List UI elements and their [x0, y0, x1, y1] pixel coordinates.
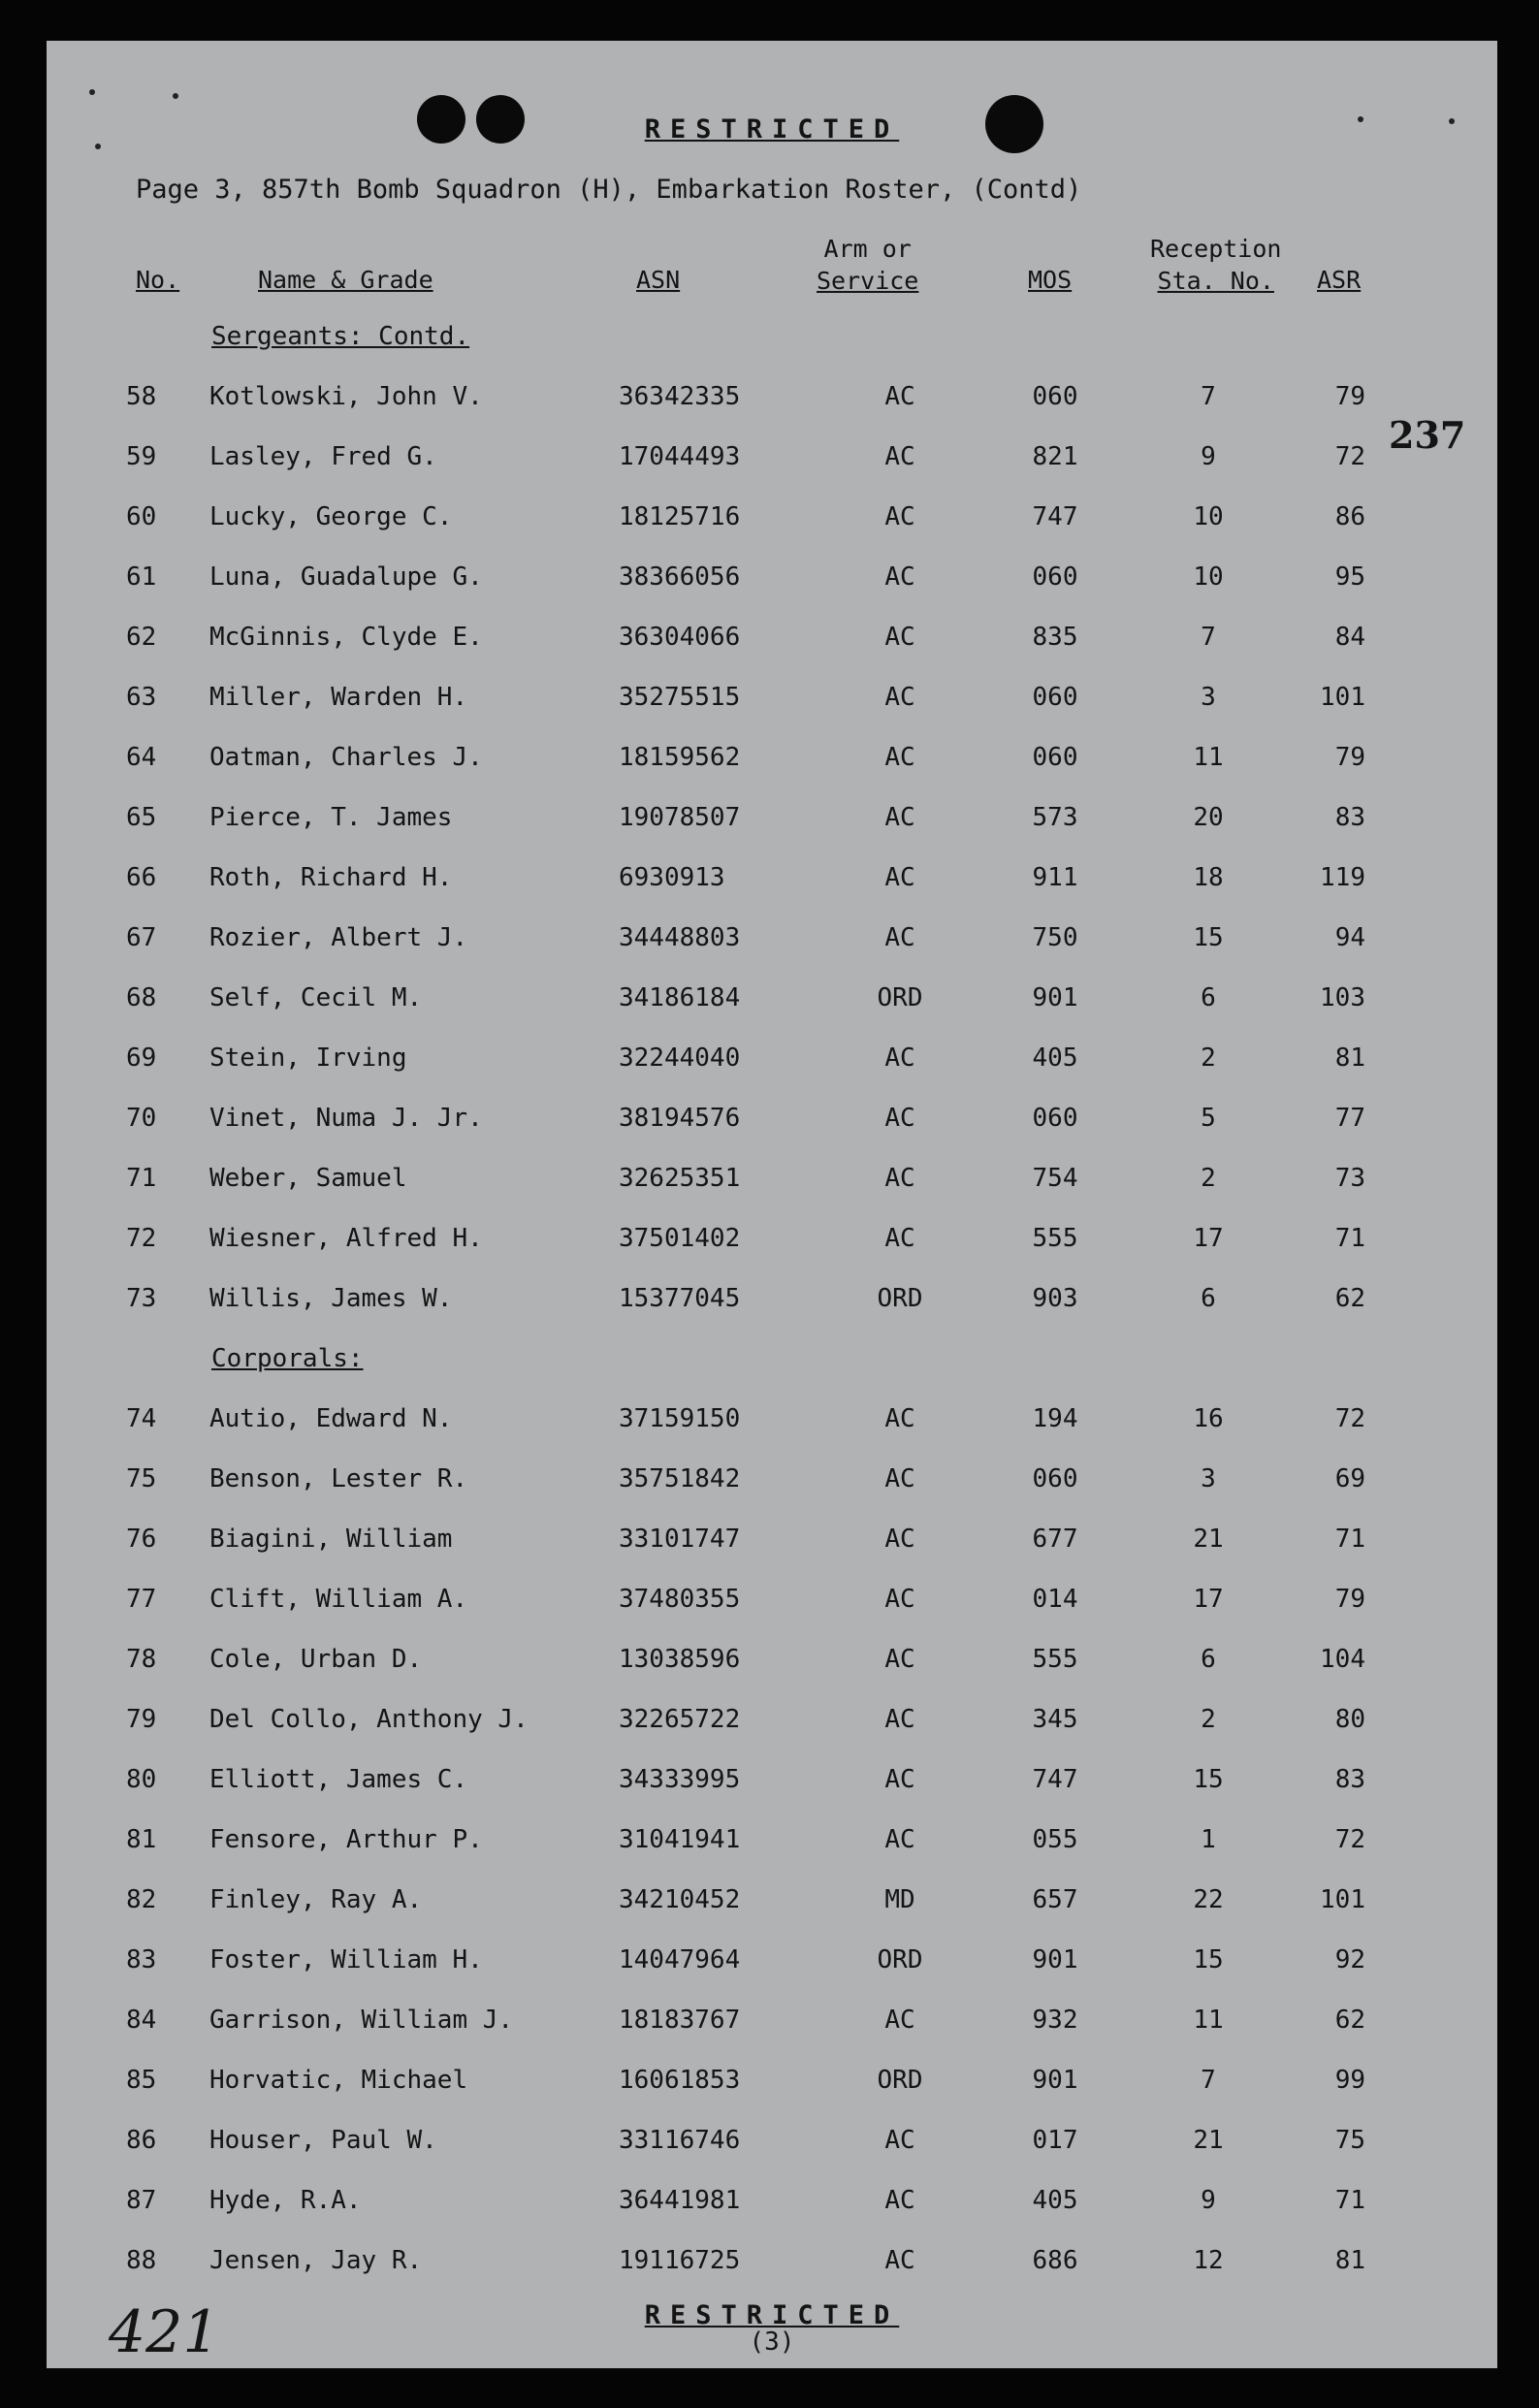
- roster-number-cell: 66: [126, 863, 157, 892]
- mos-cell: 835: [1032, 623, 1078, 652]
- reception-station-cell: 21: [1193, 1525, 1224, 1554]
- roster-number-cell: 84: [126, 2006, 157, 2035]
- asn-cell: 36441981: [619, 2186, 741, 2215]
- table-row: [47, 1043, 1497, 1082]
- roster-number-cell: 76: [126, 1525, 157, 1554]
- mos-cell: 901: [1032, 1945, 1078, 1975]
- roster-number-cell: 80: [126, 1765, 157, 1794]
- arm-service-cell: AC: [884, 2246, 915, 2275]
- arm-service-cell: AC: [884, 502, 915, 531]
- name-grade-cell: Willis, James W.: [209, 1284, 453, 1313]
- reception-station-cell: 17: [1193, 1224, 1224, 1253]
- mos-cell: 060: [1032, 1464, 1078, 1493]
- mos-cell: 055: [1032, 1825, 1078, 1854]
- asr-cell: 72: [1334, 442, 1365, 471]
- col-no-header: No.: [136, 266, 180, 294]
- mos-cell: 017: [1032, 2126, 1078, 2155]
- table-row: [47, 2246, 1497, 2285]
- arm-service-cell: AC: [884, 1825, 915, 1854]
- table-row: [47, 1765, 1497, 1804]
- arm-service-cell: AC: [884, 803, 915, 832]
- mos-cell: 194: [1032, 1404, 1078, 1433]
- roster-number-cell: 71: [126, 1164, 157, 1193]
- asr-cell: 92: [1334, 1945, 1365, 1975]
- mos-cell: 405: [1032, 2186, 1078, 2215]
- roster-number-cell: 63: [126, 683, 157, 712]
- mos-cell: 747: [1032, 1765, 1078, 1794]
- asn-cell: 18125716: [619, 502, 741, 531]
- reception-station-cell: 9: [1201, 442, 1216, 471]
- asn-cell: 35275515: [619, 683, 741, 712]
- col-arm-header: Arm or Service: [817, 235, 919, 295]
- roster-number-cell: 87: [126, 2186, 157, 2215]
- mos-cell: 932: [1032, 2006, 1078, 2035]
- asn-cell: 17044493: [619, 442, 741, 471]
- table-row: [47, 923, 1497, 962]
- col-mos-header: MOS: [1028, 266, 1073, 294]
- col-name-header: Name & Grade: [258, 266, 433, 294]
- table-row: [47, 2186, 1497, 2225]
- arm-service-cell: MD: [884, 1885, 915, 1914]
- mos-cell: 555: [1032, 1645, 1078, 1674]
- asn-cell: 31041941: [619, 1825, 741, 1854]
- asr-cell: 71: [1334, 2186, 1365, 2215]
- table-row: [47, 1404, 1497, 1443]
- name-grade-cell: Vinet, Numa J. Jr.: [209, 1104, 483, 1133]
- asr-cell: 94: [1334, 923, 1365, 952]
- name-grade-cell: Clift, William A.: [209, 1585, 468, 1614]
- mos-cell: 345: [1032, 1705, 1078, 1734]
- roster-number-cell: 61: [126, 562, 157, 592]
- asn-cell: 19116725: [619, 2246, 741, 2275]
- asr-cell: 101: [1320, 1885, 1365, 1914]
- roster-number-cell: 78: [126, 1645, 157, 1674]
- asn-cell: 36304066: [619, 623, 741, 652]
- asr-cell: 99: [1334, 2066, 1365, 2095]
- reception-station-cell: 6: [1201, 983, 1216, 1012]
- asn-cell: 34448803: [619, 923, 741, 952]
- asn-cell: 14047964: [619, 1945, 741, 1975]
- name-grade-cell: Rozier, Albert J.: [209, 923, 468, 952]
- speck: [173, 93, 178, 99]
- asn-cell: 38194576: [619, 1104, 741, 1133]
- reception-station-cell: 15: [1193, 1765, 1224, 1794]
- mos-cell: 405: [1032, 1043, 1078, 1073]
- asr-cell: 72: [1334, 1404, 1365, 1433]
- arm-service-cell: AC: [884, 2006, 915, 2035]
- arm-service-cell: AC: [884, 1645, 915, 1674]
- asr-cell: 75: [1334, 2126, 1365, 2155]
- asn-cell: 15377045: [619, 1284, 741, 1313]
- asn-cell: 6930913: [619, 863, 725, 892]
- asr-cell: 72: [1334, 1825, 1365, 1854]
- asn-cell: 37480355: [619, 1585, 741, 1614]
- asr-cell: 83: [1334, 803, 1365, 832]
- asn-cell: 34210452: [619, 1885, 741, 1914]
- table-row: [47, 1284, 1497, 1323]
- col-asn-header: ASN: [636, 266, 681, 294]
- name-grade-cell: Miller, Warden H.: [209, 683, 468, 712]
- table-row: [47, 1464, 1497, 1503]
- asr-cell: 79: [1334, 743, 1365, 772]
- name-grade-cell: Hyde, R.A.: [209, 2186, 362, 2215]
- arm-service-cell: AC: [884, 1585, 915, 1614]
- asr-cell: 71: [1334, 1224, 1365, 1253]
- asn-cell: 32244040: [619, 1043, 741, 1073]
- arm-service-cell: AC: [884, 442, 915, 471]
- roster-number-cell: 77: [126, 1585, 157, 1614]
- name-grade-cell: Oatman, Charles J.: [209, 743, 483, 772]
- col-reception-header: Reception Sta. No.: [1150, 235, 1282, 295]
- table-row: [47, 983, 1497, 1022]
- arm-service-cell: ORD: [877, 1945, 923, 1975]
- reception-station-cell: 11: [1193, 743, 1224, 772]
- table-row: [47, 2006, 1497, 2044]
- reception-station-cell: 15: [1193, 1945, 1224, 1975]
- name-grade-cell: Roth, Richard H.: [209, 863, 453, 892]
- asr-cell: 84: [1334, 623, 1365, 652]
- table-row: [47, 1645, 1497, 1684]
- section-title: Corporals:: [211, 1344, 364, 1373]
- asn-cell: 13038596: [619, 1645, 741, 1674]
- roster-number-cell: 60: [126, 502, 157, 531]
- roster-number-cell: 74: [126, 1404, 157, 1433]
- name-grade-cell: Horvatic, Michael: [209, 2066, 468, 2095]
- asn-cell: 36342335: [619, 382, 741, 411]
- arm-service-cell: AC: [884, 683, 915, 712]
- name-grade-cell: Stein, Irving: [209, 1043, 407, 1073]
- asr-cell: 69: [1334, 1464, 1365, 1493]
- restricted-footer: RESTRICTED: [644, 2300, 900, 2330]
- asr-cell: 79: [1334, 382, 1365, 411]
- arm-service-cell: AC: [884, 1404, 915, 1433]
- mos-cell: 901: [1032, 2066, 1078, 2095]
- name-grade-cell: Garrison, William J.: [209, 2006, 514, 2035]
- reception-station-cell: 18: [1193, 863, 1224, 892]
- mos-cell: 060: [1032, 382, 1078, 411]
- table-row: [47, 1705, 1497, 1744]
- asr-cell: 95: [1334, 562, 1365, 592]
- asn-cell: 18183767: [619, 2006, 741, 2035]
- speck: [89, 89, 95, 95]
- handwritten-note: 421: [109, 2298, 220, 2366]
- mos-cell: 911: [1032, 863, 1078, 892]
- arm-service-cell: AC: [884, 743, 915, 772]
- mos-cell: 060: [1032, 562, 1078, 592]
- mos-cell: 060: [1032, 683, 1078, 712]
- roster-number-cell: 72: [126, 1224, 157, 1253]
- table-row: [47, 2126, 1497, 2165]
- arm-service-cell: ORD: [877, 983, 923, 1012]
- roster-number-cell: 88: [126, 2246, 157, 2275]
- name-grade-cell: Lucky, George C.: [209, 502, 453, 531]
- name-grade-cell: McGinnis, Clyde E.: [209, 623, 483, 652]
- roster-number-cell: 59: [126, 442, 157, 471]
- roster-number-cell: 64: [126, 743, 157, 772]
- arm-service-cell: ORD: [877, 2066, 923, 2095]
- table-row: [47, 562, 1497, 601]
- stamped-number: 237: [1389, 413, 1466, 457]
- table-row: [47, 502, 1497, 541]
- table-row: [47, 2066, 1497, 2104]
- mos-cell: 014: [1032, 1585, 1078, 1614]
- section-title: Sergeants: Contd.: [211, 322, 470, 351]
- name-grade-cell: Luna, Guadalupe G.: [209, 562, 483, 592]
- table-row: [47, 442, 1497, 481]
- arm-service-cell: AC: [884, 1765, 915, 1794]
- roster-number-cell: 73: [126, 1284, 157, 1313]
- name-grade-cell: Del Collo, Anthony J.: [209, 1705, 529, 1734]
- roster-number-cell: 86: [126, 2126, 157, 2155]
- asn-cell: 33101747: [619, 1525, 741, 1554]
- mos-cell: 903: [1032, 1284, 1078, 1313]
- reception-station-cell: 5: [1201, 1104, 1216, 1133]
- arm-service-cell: AC: [884, 382, 915, 411]
- reception-station-cell: 7: [1201, 382, 1216, 411]
- reception-station-cell: 6: [1201, 1284, 1216, 1313]
- table-row: [47, 1224, 1497, 1263]
- table-row: [47, 1885, 1497, 1924]
- arm-service-cell: ORD: [877, 1284, 923, 1313]
- asn-cell: 32265722: [619, 1705, 741, 1734]
- name-grade-cell: Finley, Ray A.: [209, 1885, 423, 1914]
- asr-cell: 86: [1334, 502, 1365, 531]
- reception-station-cell: 17: [1193, 1585, 1224, 1614]
- asn-cell: 35751842: [619, 1464, 741, 1493]
- asr-cell: 71: [1334, 1525, 1365, 1554]
- table-row: [47, 1525, 1497, 1563]
- asn-cell: 37501402: [619, 1224, 741, 1253]
- asr-cell: 104: [1320, 1645, 1365, 1674]
- name-grade-cell: Self, Cecil M.: [209, 983, 423, 1012]
- table-row: [47, 683, 1497, 722]
- mos-cell: 677: [1032, 1525, 1078, 1554]
- reception-station-cell: 7: [1201, 623, 1216, 652]
- asr-cell: 62: [1334, 1284, 1365, 1313]
- arm-service-cell: AC: [884, 1525, 915, 1554]
- reception-station-cell: 10: [1193, 562, 1224, 592]
- mos-cell: 060: [1032, 1104, 1078, 1133]
- roster-number-cell: 81: [126, 1825, 157, 1854]
- name-grade-cell: Elliott, James C.: [209, 1765, 468, 1794]
- restricted-header: RESTRICTED: [644, 114, 900, 144]
- reception-station-cell: 22: [1193, 1885, 1224, 1914]
- arm-service-cell: AC: [884, 1224, 915, 1253]
- asn-cell: 18159562: [619, 743, 741, 772]
- name-grade-cell: Pierce, T. James: [209, 803, 453, 832]
- name-grade-cell: Wiesner, Alfred H.: [209, 1224, 483, 1253]
- reception-station-cell: 2: [1201, 1164, 1216, 1193]
- table-row: [47, 1945, 1497, 1984]
- arm-service-cell: AC: [884, 562, 915, 592]
- mos-cell: 901: [1032, 983, 1078, 1012]
- arm-service-cell: AC: [884, 623, 915, 652]
- asr-cell: 77: [1334, 1104, 1365, 1133]
- asr-cell: 79: [1334, 1585, 1365, 1614]
- arm-service-cell: AC: [884, 863, 915, 892]
- mos-cell: 747: [1032, 502, 1078, 531]
- page-title: Page 3, 857th Bomb Squadron (H), Embarkation Roster, (Contd): [136, 175, 1082, 205]
- asr-cell: 119: [1320, 863, 1365, 892]
- roster-number-cell: 79: [126, 1705, 157, 1734]
- roster-number-cell: 65: [126, 803, 157, 832]
- roster-number-cell: 62: [126, 623, 157, 652]
- name-grade-cell: Cole, Urban D.: [209, 1645, 423, 1674]
- table-row: [47, 382, 1497, 421]
- mos-cell: 750: [1032, 923, 1078, 952]
- asr-cell: 73: [1334, 1164, 1365, 1193]
- arm-service-cell: AC: [884, 2126, 915, 2155]
- reception-station-cell: 11: [1193, 2006, 1224, 2035]
- roster-number-cell: 69: [126, 1043, 157, 1073]
- arm-service-cell: AC: [884, 1164, 915, 1193]
- table-row: [47, 803, 1497, 842]
- name-grade-cell: Foster, William H.: [209, 1945, 483, 1975]
- table-row: [47, 1825, 1497, 1864]
- asr-cell: 80: [1334, 1705, 1365, 1734]
- name-grade-cell: Jensen, Jay R.: [209, 2246, 423, 2275]
- arm-service-cell: AC: [884, 1464, 915, 1493]
- mos-cell: 060: [1032, 743, 1078, 772]
- reception-station-cell: 20: [1193, 803, 1224, 832]
- asr-cell: 103: [1320, 983, 1365, 1012]
- page-number: (3): [749, 2328, 795, 2357]
- asr-cell: 81: [1334, 1043, 1365, 1073]
- reception-station-cell: 3: [1201, 683, 1216, 712]
- name-grade-cell: Weber, Samuel: [209, 1164, 407, 1193]
- reception-station-cell: 3: [1201, 1464, 1216, 1493]
- table-row: [47, 623, 1497, 661]
- table-row: [47, 743, 1497, 782]
- asn-cell: 33116746: [619, 2126, 741, 2155]
- asr-cell: 83: [1334, 1765, 1365, 1794]
- reception-station-cell: 1: [1201, 1825, 1216, 1854]
- asn-cell: 34333995: [619, 1765, 741, 1794]
- name-grade-cell: Houser, Paul W.: [209, 2126, 437, 2155]
- name-grade-cell: Kotlowski, John V.: [209, 382, 483, 411]
- col-asr-header: ASR: [1317, 266, 1362, 294]
- arm-service-cell: AC: [884, 2186, 915, 2215]
- asn-cell: 16061853: [619, 2066, 741, 2095]
- asn-cell: 34186184: [619, 983, 741, 1012]
- roster-number-cell: 83: [126, 1945, 157, 1975]
- reception-station-cell: 12: [1193, 2246, 1224, 2275]
- arm-service-cell: AC: [884, 1043, 915, 1073]
- roster-number-cell: 68: [126, 983, 157, 1012]
- asr-cell: 81: [1334, 2246, 1365, 2275]
- mos-cell: 573: [1032, 803, 1078, 832]
- asr-cell: 101: [1320, 683, 1365, 712]
- name-grade-cell: Benson, Lester R.: [209, 1464, 468, 1493]
- reception-station-cell: 9: [1201, 2186, 1216, 2215]
- mos-cell: 555: [1032, 1224, 1078, 1253]
- document-page: [47, 41, 1497, 2368]
- name-grade-cell: Lasley, Fred G.: [209, 442, 437, 471]
- reception-station-cell: 2: [1201, 1043, 1216, 1073]
- mos-cell: 657: [1032, 1885, 1078, 1914]
- reception-station-cell: 10: [1193, 502, 1224, 531]
- roster-number-cell: 82: [126, 1885, 157, 1914]
- asn-cell: 32625351: [619, 1164, 741, 1193]
- table-row: [47, 1104, 1497, 1142]
- roster-number-cell: 85: [126, 2066, 157, 2095]
- reception-station-cell: 16: [1193, 1404, 1224, 1433]
- reception-station-cell: 2: [1201, 1705, 1216, 1734]
- name-grade-cell: Autio, Edward N.: [209, 1404, 453, 1433]
- asr-cell: 62: [1334, 2006, 1365, 2035]
- roster-number-cell: 67: [126, 923, 157, 952]
- table-row: [47, 863, 1497, 902]
- asn-cell: 19078507: [619, 803, 741, 832]
- asn-cell: 37159150: [619, 1404, 741, 1433]
- name-grade-cell: Biagini, William: [209, 1525, 453, 1554]
- reception-station-cell: 15: [1193, 923, 1224, 952]
- reception-station-cell: 7: [1201, 2066, 1216, 2095]
- mos-cell: 821: [1032, 442, 1078, 471]
- reception-station-cell: 21: [1193, 2126, 1224, 2155]
- roster-number-cell: 75: [126, 1464, 157, 1493]
- roster-number-cell: 70: [126, 1104, 157, 1133]
- name-grade-cell: Fensore, Arthur P.: [209, 1825, 483, 1854]
- table-row: [47, 1164, 1497, 1203]
- roster-number-cell: 58: [126, 382, 157, 411]
- arm-service-cell: AC: [884, 1104, 915, 1133]
- table-row: [47, 1585, 1497, 1623]
- asn-cell: 38366056: [619, 562, 741, 592]
- mos-cell: 754: [1032, 1164, 1078, 1193]
- arm-service-cell: AC: [884, 923, 915, 952]
- arm-service-cell: AC: [884, 1705, 915, 1734]
- mos-cell: 686: [1032, 2246, 1078, 2275]
- reception-station-cell: 6: [1201, 1645, 1216, 1674]
